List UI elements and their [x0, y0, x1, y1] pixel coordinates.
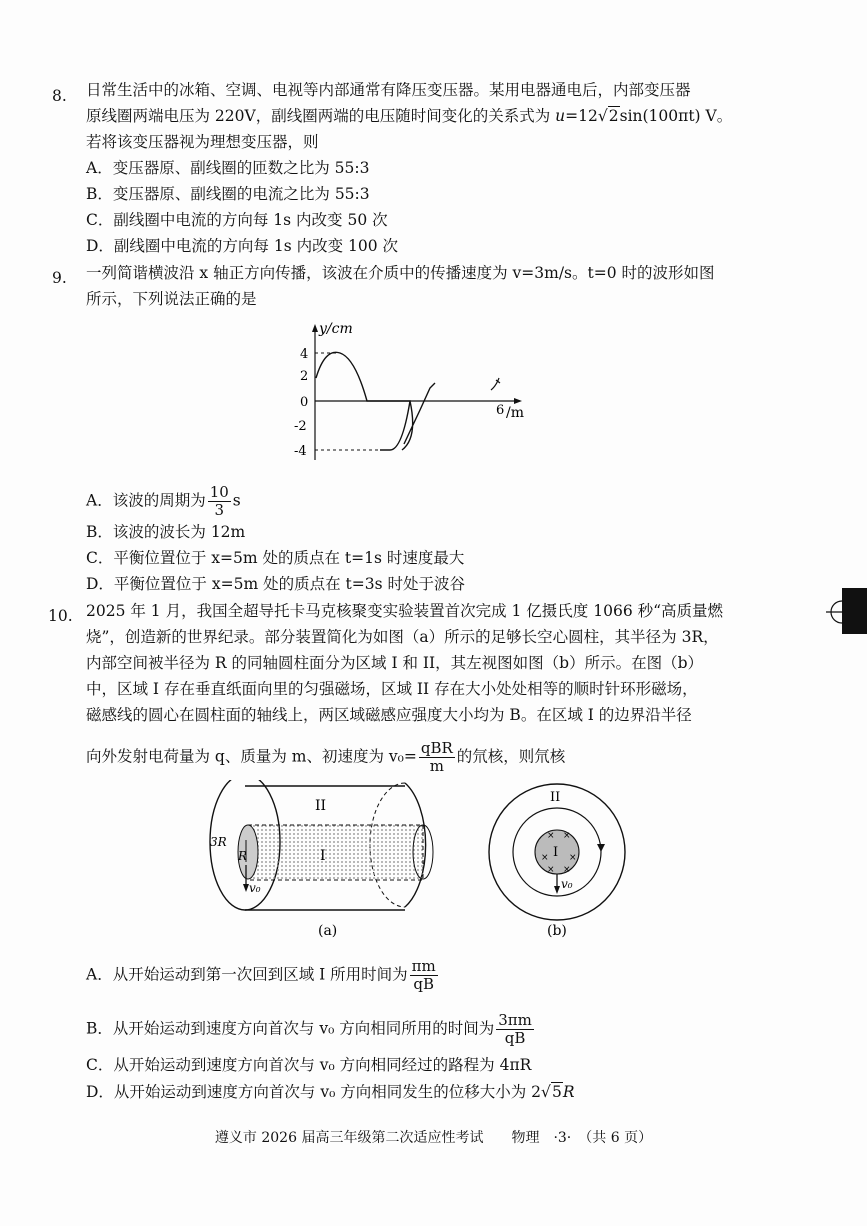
q8-option-a: A．变压器原、副线圈的匝数之比为 55:3 — [86, 159, 370, 177]
tick-neg2: -2 — [294, 419, 307, 434]
q10-line1: 2025 年 1 月，我国全超导托卡马克核聚变实验装置首次完成 1 亿摄氏度 1066 秒“高质量燃 — [86, 602, 724, 620]
q8-option-d: D．副线圈中电流的方向每 1s 内改变 100 次 — [86, 237, 399, 255]
tick-4: 4 — [300, 347, 309, 362]
q10-number: 10. — [48, 607, 73, 625]
fig-a-R: R — [238, 849, 248, 863]
fig-a-region1: I — [320, 848, 326, 864]
fig-a-caption: (a) — [318, 923, 338, 939]
fig-b-region2: II — [550, 790, 561, 805]
q9-option-a: A．该波的周期为 $\frac{10}{3}$ s — [86, 483, 241, 519]
q10-option-a: A．从开始运动到第一次回到区域 I 所用时间为 $\frac{\pi m}{qB}$ — [86, 957, 436, 993]
q10-line3: 内部空间被半径为 R 的同轴圆柱面分为区域 I 和 II，其左视图如图（b）所示。在图（b） — [86, 654, 704, 672]
x-mark: 6 — [496, 403, 505, 418]
svg-text:×: × — [547, 831, 555, 841]
svg-text:×: × — [547, 865, 555, 875]
binding-mark — [826, 598, 846, 626]
y-axis-label: y/cm — [319, 321, 353, 337]
q9-line1: 一列简谐横波沿 x 轴正方向传播，该波在介质中的传播速度为 v=3m/s。t=0 时的波形如图 — [86, 264, 715, 282]
q10-line2: 烧”，创造新的世界纪录。部分装置简化为如图（a）所示的足够长空心圆柱，其半径为 3R， — [86, 628, 719, 646]
svg-text:×: × — [569, 853, 577, 863]
tick-0: 0 — [300, 395, 309, 410]
q10-option-d: D．从开始运动到速度方向首次与 v₀ 方向相同发生的位移大小为 2√5R — [86, 1083, 575, 1101]
q8-line1: 日常生活中的冰箱、空调、电视等内部通常有降压变压器。某用电器通电后，内部变压器 — [86, 81, 691, 99]
q10-line6: 向外发射电荷量为 q、质量为 m、初速度为 v₀= $\frac{\text{qBR}}{m}$ 的氘核，则氘核 — [86, 739, 566, 775]
q9-option-c: C．平衡位置位于 x=5m 处的质点在 t=1s 时速度最大 — [86, 549, 465, 567]
q9-number: 9. — [52, 269, 67, 287]
fig-a-region2: II — [315, 798, 327, 814]
svg-text:×: × — [541, 853, 549, 863]
figure-b — [485, 780, 635, 945]
q9-option-d: D．平衡位置位于 x=5m 处的质点在 t=3s 时处于波谷 — [86, 575, 465, 593]
q10-line5: 磁感线的圆心在圆柱面的轴线上，两区域磁感应强度大小均为 B。在区域 I 的边界沿半径 — [86, 706, 692, 724]
fig-b-caption: (b) — [547, 923, 567, 939]
q10-option-c: C．从开始运动到速度方向首次与 v₀ 方向相同经过的路程为 4πR — [86, 1056, 532, 1074]
q9-option-b: B．该波的波长为 12m — [86, 523, 246, 541]
q8-line2: 原线圈两端电压为 220V，副线圈两端的电压随时间变化的关系式为 u=12√2sin(100πt) V。 — [86, 107, 733, 125]
fig-b-region1: I — [553, 845, 559, 860]
wave-graph — [270, 318, 540, 466]
tick-neg4: -4 — [294, 444, 307, 459]
x-axis-label: /m — [506, 405, 524, 421]
figure-a — [200, 780, 460, 945]
fig-a-v0: v₀ — [249, 881, 261, 895]
q8-option-b: B．变压器原、副线圈的电流之比为 55:3 — [86, 185, 370, 203]
fig-a-3R: 3R — [210, 835, 227, 849]
q10-line4: 中，区域 I 存在垂直纸面向里的匀强磁场，区域 II 存在大小处处相等的顺时针环形磁场， — [86, 680, 698, 698]
q8-number: 8. — [52, 87, 67, 105]
svg-text:×: × — [563, 865, 571, 875]
q10-option-b: B．从开始运动到速度方向首次与 v₀ 方向相同所用的时间为 $\frac{3\pi m}{qB}$ — [86, 1011, 532, 1047]
q9-line2: 所示，下列说法正确的是 — [86, 290, 257, 308]
tick-2: 2 — [300, 369, 309, 384]
fig-b-v0: v₀ — [561, 877, 573, 891]
svg-text:×: × — [563, 831, 571, 841]
page-footer: 遵义市 2026 届高三年级第二次适应性考试 物理 ·3· （共 6 页） — [214, 1130, 653, 1146]
q8-option-c: C．副线圈中电流的方向每 1s 内改变 50 次 — [86, 211, 388, 229]
q8-line3: 若将该变压器视为理想变压器，则 — [86, 133, 319, 151]
